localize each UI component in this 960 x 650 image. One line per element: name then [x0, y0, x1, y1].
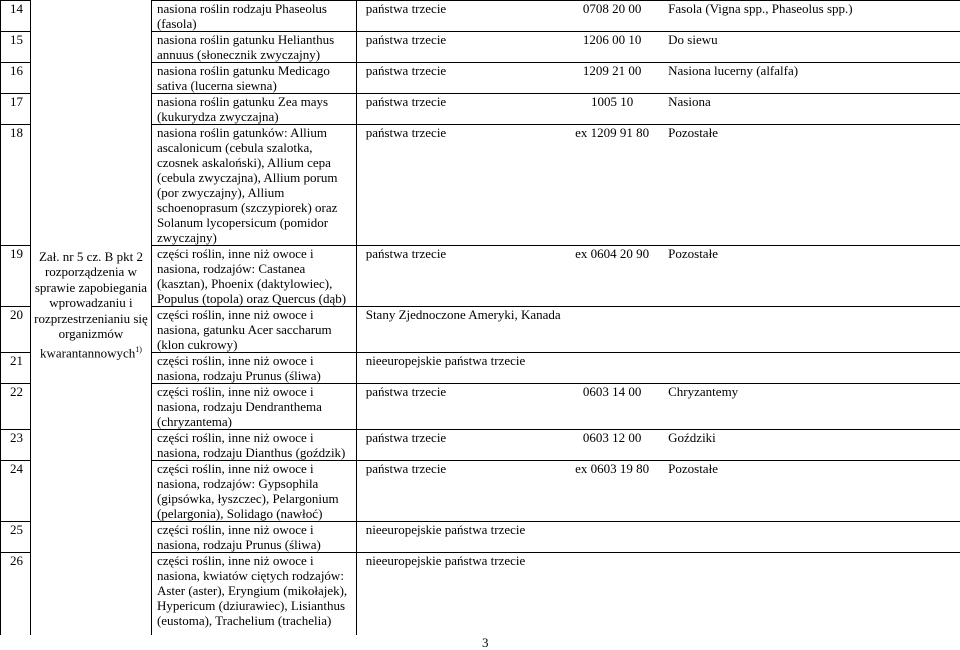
row-origin: państwa trzecie: [356, 384, 562, 430]
row-number: 19: [1, 246, 31, 307]
row-category: [662, 522, 960, 553]
row-cn-code: 1209 21 00: [562, 63, 662, 94]
footnote-marker: 1): [135, 344, 142, 354]
row-cn-code: [562, 522, 662, 553]
table-row: [1, 63, 960, 94]
row-origin: państwa trzecie: [356, 32, 562, 63]
row-origin: państwa trzecie: [356, 246, 562, 307]
legal-source-text: Zał. nr 5 cz. B pkt 2 rozporządzenia w sprawie zapobiegania wprowadzaniu i rozprzestrzenianiu się organizmów kwarantannowych: [34, 248, 148, 360]
row-category: Pozostałe: [662, 125, 960, 246]
source-cell-empty: [30, 1, 151, 32]
row-category: [662, 553, 960, 635]
source-cell-empty: [30, 94, 151, 125]
source-cell-empty: [30, 430, 151, 461]
source-cell-empty: [30, 522, 151, 553]
row-origin: państwa trzecie: [356, 63, 562, 94]
table-row: [1, 1, 960, 32]
source-cell-empty: [30, 32, 151, 63]
table-row: [1, 246, 960, 307]
row-cn-code: ex 1209 91 80: [562, 125, 662, 246]
row-cn-code: 1206 00 10: [562, 32, 662, 63]
row-description: części roślin, inne niż owoce i nasiona, rodzaju Dianthus (goździk): [151, 430, 356, 461]
table-row: [1, 94, 960, 125]
source-cell-empty: [30, 125, 151, 246]
legal-source-cell: [30, 246, 151, 384]
row-number: 21: [1, 353, 31, 384]
row-number: 20: [1, 307, 31, 353]
table-row: [1, 522, 960, 553]
row-cn-code: 0603 14 00: [562, 384, 662, 430]
row-number: 15: [1, 32, 31, 63]
row-category: Do siewu: [662, 32, 960, 63]
row-description: nasiona roślin gatunku Medicago sativa (lucerna siewna): [151, 63, 356, 94]
source-cell-empty: [30, 461, 151, 522]
table-row: [1, 553, 960, 635]
row-cn-code: ex 0604 20 90: [562, 246, 662, 307]
row-cn-code: 1005 10: [562, 94, 662, 125]
source-cell-empty: [30, 63, 151, 94]
row-number: 17: [1, 94, 31, 125]
row-origin: nieeuropejskie państwa trzecie: [356, 522, 562, 553]
row-origin: państwa trzecie: [356, 1, 562, 32]
row-category: Nasiona: [662, 94, 960, 125]
row-cn-code: [562, 307, 662, 353]
row-number: 18: [1, 125, 31, 246]
row-number: 26: [1, 553, 31, 635]
row-cn-code: 0708 20 00: [562, 1, 662, 32]
row-category: Pozostałe: [662, 246, 960, 307]
row-origin: Stany Zjednoczone Ameryki, Kanada: [356, 307, 562, 353]
row-number: 25: [1, 522, 31, 553]
row-origin: nieeuropejskie państwa trzecie: [356, 353, 562, 384]
row-description: nasiona roślin gatunków: Allium ascalonicum (cebula szalotka, czosnek askaloński), Allium cepa (cebula zwyczajna), Allium porum (por zwyczajny), Allium schoenoprasum (szczypiorek) oraz Solanum lycopersicum (pomidor zwyczajny): [151, 125, 356, 246]
table-row: [1, 32, 960, 63]
row-number: 16: [1, 63, 31, 94]
row-number: 24: [1, 461, 31, 522]
row-cn-code: 0603 12 00: [562, 430, 662, 461]
row-number: 22: [1, 384, 31, 430]
row-number: 23: [1, 430, 31, 461]
row-origin: państwa trzecie: [356, 94, 562, 125]
row-category: [662, 307, 960, 353]
row-category: Goździki: [662, 430, 960, 461]
row-description: części roślin, inne niż owoce i nasiona, rodzajów: Castanea (kasztan), Phoenix (daktylowiec), Populus (topola) oraz Quercus (dąb): [151, 246, 356, 307]
row-description: części roślin, inne niż owoce i nasiona, rodzaju Prunus (śliwa): [151, 353, 356, 384]
row-category: Nasiona lucerny (alfalfa): [662, 63, 960, 94]
row-description: nasiona roślin gatunku Zea mays (kukurydza zwyczajna): [151, 94, 356, 125]
table-row: [1, 461, 960, 522]
row-description: części roślin, inne niż owoce i nasiona, rodzaju Dendranthema (chryzantema): [151, 384, 356, 430]
row-cn-code: ex 0603 19 80: [562, 461, 662, 522]
row-origin: państwa trzecie: [356, 430, 562, 461]
row-cn-code: [562, 353, 662, 384]
row-description: części roślin, inne niż owoce i nasiona, kwiatów ciętych rodzajów: Aster (aster), Eryngium (mikołajek), Hypericum (dziurawiec), Lisianthus (eustoma), Trachelium (trachelia): [151, 553, 356, 635]
row-category: [662, 353, 960, 384]
page-number: 3: [482, 635, 489, 650]
row-origin: państwa trzecie: [356, 125, 562, 246]
row-description: części roślin, inne niż owoce i nasiona, rodzaju Prunus (śliwa): [151, 522, 356, 553]
row-origin: państwa trzecie: [356, 461, 562, 522]
row-description: części roślin, inne niż owoce i nasiona, gatunku Acer saccharum (klon cukrowy): [151, 307, 356, 353]
table-row: [1, 125, 960, 246]
row-category: Pozostałe: [662, 461, 960, 522]
row-origin: nieeuropejskie państwa trzecie: [356, 553, 562, 635]
table-row: [1, 430, 960, 461]
row-number: 14: [1, 1, 31, 32]
table-row: [1, 384, 960, 430]
row-description: nasiona roślin rodzaju Phaseolus (fasola): [151, 1, 356, 32]
source-cell-empty: [30, 553, 151, 635]
row-description: nasiona roślin gatunku Helianthus annuus (słonecznik zwyczajny): [151, 32, 356, 63]
row-category: Chryzantemy: [662, 384, 960, 430]
row-category: Fasola (Vigna spp., Phaseolus spp.): [662, 1, 960, 32]
row-description: części roślin, inne niż owoce i nasiona, rodzajów: Gypsophila (gipsówka, łyszczec), Pelargonium (pelargonia), Solidago (nawłoć): [151, 461, 356, 522]
row-cn-code: [562, 553, 662, 635]
source-cell-empty: [30, 384, 151, 430]
